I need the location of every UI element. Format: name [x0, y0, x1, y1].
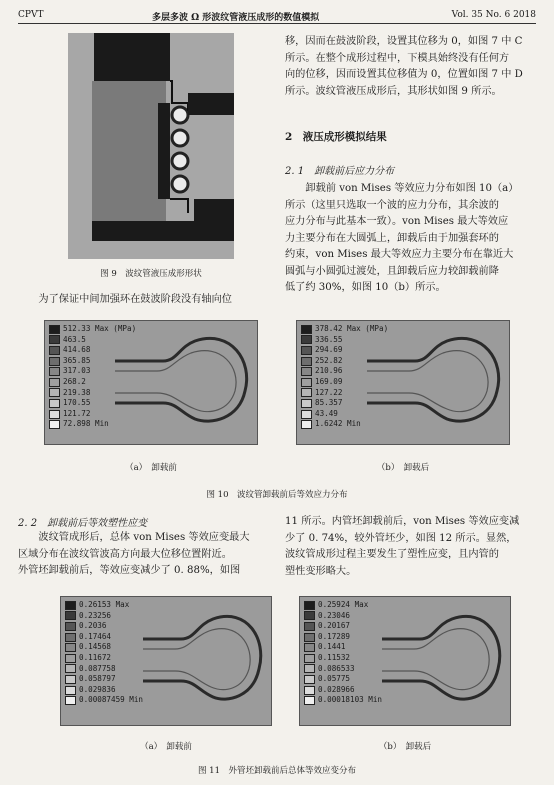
text-line: 波纹管成形过程主要发生了塑性应变，且内管的 [285, 549, 499, 560]
section-2-1-paragraph [285, 181, 536, 297]
legend-entry: 0.028966 [304, 685, 382, 696]
legend-entry: 72.898 Min [49, 419, 136, 430]
legend-entry: 0.087758 [65, 664, 143, 675]
legend-entry: 336.55 [301, 335, 388, 346]
text-line: 11 所示。内管坯卸载前后，von Mises 等效应变减 [285, 516, 520, 527]
legend-entry: 0.1441 [304, 642, 382, 653]
legend-entry: 365.85 [49, 356, 136, 367]
figure-11b-legend [304, 600, 382, 706]
figure-11b-sublabel: （b） 卸载后 [378, 742, 432, 752]
section-2-2-right-paragraph [285, 514, 536, 580]
left-column-paragraph [18, 292, 274, 309]
legend-entry: 210.96 [301, 366, 388, 377]
right-column-paragraph [285, 34, 536, 100]
legend-entry: 0.11672 [65, 653, 143, 664]
running-header-title: 多层多波 Ω 形波纹管液压成形的数值模拟 [152, 13, 320, 23]
legend-entry: 121.72 [49, 409, 136, 420]
figure-9-image [68, 33, 234, 259]
legend-entry: 0.058797 [65, 674, 143, 685]
legend-entry: 219.38 [49, 388, 136, 399]
text-line: 所示。波纹管液压成形后，其形状如图 9 所示。 [285, 85, 502, 97]
text-line: 应力分布与此基本一致）。von Mises 最大等效应 [285, 216, 509, 227]
subsection-heading-2-1: 2. 1 卸载前后应力分布 [285, 166, 395, 177]
legend-entry: 0.05775 [304, 674, 382, 685]
legend-entry: 512.33 Max (MPa) [49, 324, 136, 335]
section-heading-2: 2 液压成形模拟结果 [285, 131, 387, 143]
legend-entry: 294.69 [301, 345, 388, 356]
legend-entry: 0.2036 [65, 621, 143, 632]
legend-entry: 1.6242 Min [301, 419, 388, 430]
text-line: 少了 0. 74%，较外管坯少，如图 12 所示。显然， [285, 532, 517, 544]
text-line: 所示。在整个成形过程中，下模具始终没有任何方 [285, 52, 510, 64]
section-2-2-left-paragraph [18, 530, 274, 580]
legend-entry: 0.20167 [304, 621, 382, 632]
text-line: 波纹管成形后，总体 von Mises 等效应变最大 [38, 532, 250, 543]
header-rule [18, 23, 536, 24]
legend-entry: 0.14568 [65, 642, 143, 653]
figure-11a-sublabel: （a） 卸载前 [140, 742, 192, 752]
figure-10b-contour-plot [296, 320, 510, 445]
text-line: 力主要分布在大圆弧上，卸载后由于加强套环的 [285, 232, 499, 244]
figure-10b-sublabel: （b） 卸载后 [376, 463, 430, 473]
figure-11a-legend [65, 600, 143, 706]
legend-entry: 0.17464 [65, 632, 143, 643]
legend-entry: 378.42 Max (MPa) [301, 324, 388, 335]
legend-entry: 463.5 [49, 335, 136, 346]
figure-9-caption: 图 9 波纹管液压成形形状 [100, 269, 202, 279]
legend-entry: 85.357 [301, 398, 388, 409]
legend-entry: 0.086533 [304, 664, 382, 675]
legend-entry: 0.11532 [304, 653, 382, 664]
legend-entry: 268.2 [49, 377, 136, 388]
figure-10a-contour-plot [44, 320, 258, 445]
figure-11a-contour-plot [60, 596, 272, 726]
figure-10-caption: 图 10 波纹管卸载前后等效应力分布 [206, 490, 348, 500]
legend-entry: 0.029836 [65, 685, 143, 696]
figure-11b-contour-plot [299, 596, 511, 726]
text-line: 为了保证中间加强环在鼓波阶段没有轴向位 [38, 294, 232, 305]
text-line: 圆弧与小圆弧过渡处，且卸载后应力较卸载前降 [285, 265, 499, 277]
running-header-volume: Vol. 35 No. 6 2018 [451, 10, 536, 20]
legend-entry: 0.25924 Max [304, 600, 382, 611]
text-line: 低了约 30%，如图 10（b）所示。 [285, 282, 446, 293]
legend-entry: 170.55 [49, 398, 136, 409]
legend-entry: 0.00087459 Min [65, 695, 143, 706]
figure-10a-sublabel: （a） 卸载前 [125, 463, 177, 473]
legend-entry: 0.26153 Max [65, 600, 143, 611]
legend-entry: 0.00018103 Min [304, 695, 382, 706]
text-line: 卸载前 von Mises 等效应力分布如图 10（a） [305, 183, 519, 194]
text-line: 移，因而在鼓波阶段，设置其位移为 0，如图 7 中 C [285, 36, 523, 47]
text-line: 约束，von Mises 最大等效应力主要分布在靠近大 [285, 249, 514, 260]
text-line: 向的位移，因而设置其位移值为 0，位置如图 7 中 D [285, 69, 523, 80]
legend-entry: 317.03 [49, 366, 136, 377]
legend-entry: 43.49 [301, 409, 388, 420]
text-line: 塑性变形略大。 [285, 565, 357, 577]
running-header-left: CPVT [18, 10, 44, 20]
text-line: 所示（这里只选取一个波的应力分布，其余波的 [285, 199, 499, 211]
figure-11-caption: 图 11 外管坯卸载前后总体等效应变分布 [197, 766, 357, 776]
legend-entry: 252.82 [301, 356, 388, 367]
legend-entry: 169.09 [301, 377, 388, 388]
legend-entry: 0.23256 [65, 611, 143, 622]
figure-10b-legend [301, 324, 388, 430]
legend-entry: 0.17289 [304, 632, 382, 643]
text-line: 区域分布在波纹管波高方向最大位移位置附近。 [18, 548, 232, 560]
subsection-heading-2-2: 2. 2 卸载前后等效塑性应变 [18, 518, 148, 529]
text-line: 外管坯卸载前后，等效应变减少了 0. 88%，如图 [18, 565, 241, 576]
legend-entry: 0.23046 [304, 611, 382, 622]
legend-entry: 414.68 [49, 345, 136, 356]
legend-entry: 127.22 [301, 388, 388, 399]
figure-10a-legend [49, 324, 136, 430]
